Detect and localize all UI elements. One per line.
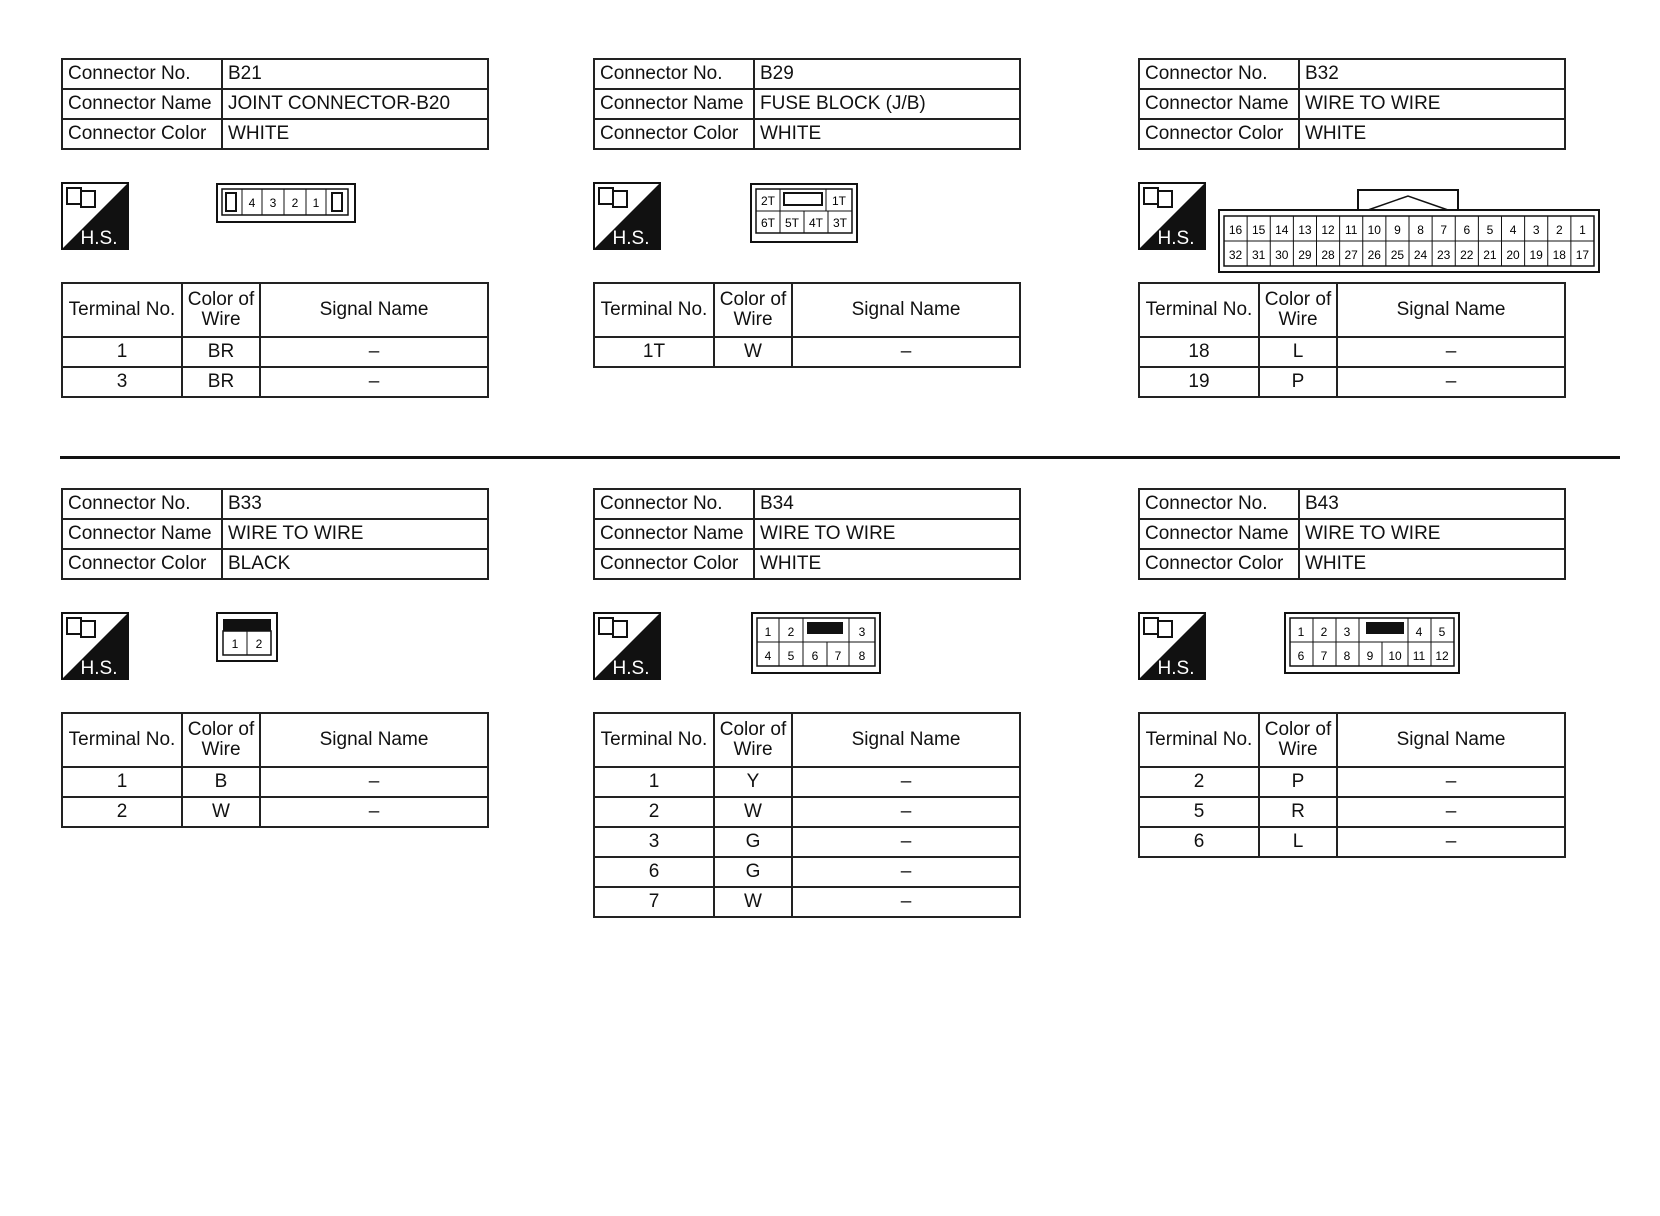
table-row <box>62 767 488 797</box>
terminal-no-header: Terminal No. <box>62 283 182 337</box>
pin-label: 7 <box>834 649 842 663</box>
wire-color-cell: BR <box>182 367 260 397</box>
pin-label: 19 <box>1529 248 1543 262</box>
color-of-label: Color of <box>719 289 787 310</box>
terminal-no-cell: 3 <box>594 827 714 857</box>
wire-color-cell: W <box>714 797 792 827</box>
table-row <box>1139 797 1565 827</box>
wire-label: Wire <box>201 739 241 760</box>
wire-label: Wire <box>733 309 773 330</box>
terminal-no-header: Terminal No. <box>62 713 182 767</box>
wire-color-cell: W <box>714 337 792 367</box>
signal-name-cell: – <box>260 367 488 397</box>
pin-label: 20 <box>1506 248 1520 262</box>
connector-color-label: Connector Color <box>1139 119 1299 149</box>
pin-label: 26 <box>1367 248 1381 262</box>
pin-label: 10 <box>1367 223 1381 237</box>
signal-name-cell: – <box>1337 367 1565 397</box>
connector-info-table <box>593 58 1021 150</box>
terminal-no-cell: 18 <box>1139 337 1259 367</box>
wire-color-cell: L <box>1259 337 1337 367</box>
connector-no-label: Connector No. <box>1139 59 1299 89</box>
terminal-no-cell: 6 <box>1139 827 1259 857</box>
signal-name-cell: – <box>792 767 1020 797</box>
section-divider <box>60 456 1620 459</box>
signal-name-header: Signal Name <box>260 713 488 767</box>
pin-label: 24 <box>1413 248 1428 262</box>
pin-label: 8 <box>858 649 866 663</box>
pin-label: 29 <box>1298 248 1312 262</box>
terminal-no-cell: 1 <box>62 337 182 367</box>
pin-label: 21 <box>1483 248 1497 262</box>
signal-name-header: Signal Name <box>792 283 1020 337</box>
connector-no-value: B21 <box>222 59 488 89</box>
connector-color-label: Connector Color <box>594 549 754 579</box>
terminal-no-cell: 5 <box>1139 797 1259 827</box>
pin-label: 15 <box>1252 223 1266 237</box>
connector-color-value: WHITE <box>222 119 488 149</box>
pin-label: 2 <box>787 625 795 639</box>
signal-name-cell: – <box>1337 827 1565 857</box>
table-row <box>594 337 1020 367</box>
connector-no-value: B43 <box>1299 489 1565 519</box>
connector-name-label: Connector Name <box>62 89 222 119</box>
wire-color-cell: L <box>1259 827 1337 857</box>
terminal-no-header: Terminal No. <box>1139 283 1259 337</box>
pin-label: 11 <box>1344 223 1358 237</box>
pin-label: 1T <box>831 194 847 208</box>
pin-label: 5T <box>784 216 800 230</box>
pin-label: 17 <box>1575 248 1590 262</box>
color-of-wire-header <box>182 283 260 337</box>
connector-info-table <box>593 488 1021 580</box>
table-row <box>1139 827 1565 857</box>
connector-name-label: Connector Name <box>1139 89 1299 119</box>
pin-label: 3 <box>1343 625 1351 639</box>
signal-name-cell: – <box>1337 337 1565 367</box>
connector-face-b33 <box>216 612 278 662</box>
signal-name-header: Signal Name <box>260 283 488 337</box>
pin-label: 2 <box>1555 223 1563 237</box>
terminal-no-cell: 1T <box>594 337 714 367</box>
wire-color-cell: G <box>714 857 792 887</box>
table-row <box>1139 337 1565 367</box>
table-row <box>62 337 488 367</box>
color-of-label: Color of <box>1264 719 1332 740</box>
table-row <box>594 887 1020 917</box>
connector-face-b29 <box>750 183 858 243</box>
color-of-label: Color of <box>187 289 255 310</box>
terminal-table <box>61 282 489 398</box>
terminal-no-cell: 1 <box>594 767 714 797</box>
wire-color-cell: Y <box>714 767 792 797</box>
wire-label: Wire <box>1278 309 1318 330</box>
color-of-label: Color of <box>1264 289 1332 310</box>
signal-name-cell: – <box>1337 797 1565 827</box>
connector-name-label: Connector Name <box>62 519 222 549</box>
color-of-wire-header <box>714 283 792 337</box>
connector-name-label: Connector Name <box>594 519 754 549</box>
hs-label: H.S. <box>80 658 118 679</box>
connector-no-label: Connector No. <box>62 59 222 89</box>
signal-name-cell: – <box>792 827 1020 857</box>
connector-no-label: Connector No. <box>594 59 754 89</box>
pin-label: 12 <box>1321 223 1335 237</box>
connector-no-value: B33 <box>222 489 488 519</box>
harness-side-icon <box>61 182 129 250</box>
pin-label: 28 <box>1321 248 1335 262</box>
pin-label: 6 <box>811 649 819 663</box>
pin-label: 9 <box>1366 649 1374 663</box>
signal-name-cell: – <box>260 797 488 827</box>
pin-label: 25 <box>1390 248 1405 262</box>
pin-label: 7 <box>1320 649 1328 663</box>
terminal-no-cell: 2 <box>62 797 182 827</box>
connector-face-b43 <box>1284 612 1460 674</box>
connector-info-table <box>1138 488 1566 580</box>
pin-label: 2 <box>291 196 299 210</box>
connector-name-value: JOINT CONNECTOR-B20 <box>222 89 488 119</box>
pin-label: 1 <box>231 637 239 651</box>
connector-face-b21 <box>216 183 356 223</box>
hs-label: H.S. <box>80 228 118 249</box>
signal-name-cell: – <box>792 337 1020 367</box>
signal-name-header: Signal Name <box>1337 283 1565 337</box>
hs-label: H.S. <box>612 658 650 679</box>
terminal-no-cell: 7 <box>594 887 714 917</box>
pin-label: 3 <box>269 196 277 210</box>
pin-label: 7 <box>1440 223 1448 237</box>
wire-color-cell: G <box>714 827 792 857</box>
signal-name-header: Signal Name <box>792 713 1020 767</box>
connector-name-label: Connector Name <box>594 89 754 119</box>
table-row <box>594 827 1020 857</box>
terminal-table <box>61 712 489 828</box>
wire-color-cell: P <box>1259 367 1337 397</box>
connector-no-label: Connector No. <box>1139 489 1299 519</box>
pin-label: 12 <box>1435 649 1449 663</box>
color-of-wire-header <box>1259 713 1337 767</box>
signal-name-cell: – <box>260 337 488 367</box>
pin-label: 31 <box>1252 248 1266 262</box>
connector-color-label: Connector Color <box>1139 549 1299 579</box>
pin-label: 1 <box>312 196 320 210</box>
connector-name-value: WIRE TO WIRE <box>754 519 1020 549</box>
pin-label: 4 <box>764 649 772 663</box>
pin-label: 11 <box>1412 649 1426 663</box>
color-of-wire-header <box>1259 283 1337 337</box>
hs-label: H.S. <box>1157 658 1195 679</box>
connector-color-label: Connector Color <box>62 119 222 149</box>
pin-label: 6 <box>1297 649 1305 663</box>
pin-label: 1 <box>1297 625 1305 639</box>
pin-label: 6 <box>1463 223 1471 237</box>
harness-side-icon <box>593 182 661 250</box>
connector-name-value: WIRE TO WIRE <box>1299 89 1565 119</box>
table-row <box>1139 367 1565 397</box>
connector-name-label: Connector Name <box>1139 519 1299 549</box>
pin-label: 2 <box>1320 625 1328 639</box>
wire-color-cell: R <box>1259 797 1337 827</box>
connector-name-value: WIRE TO WIRE <box>222 519 488 549</box>
signal-name-cell: – <box>792 797 1020 827</box>
pin-label: 2 <box>255 637 263 651</box>
table-row <box>594 857 1020 887</box>
connector-name-value: WIRE TO WIRE <box>1299 519 1565 549</box>
pin-label: 10 <box>1388 649 1402 663</box>
harness-side-icon <box>1138 612 1206 680</box>
connector-color-value: WHITE <box>754 119 1020 149</box>
color-of-wire-header <box>182 713 260 767</box>
connector-no-value: B32 <box>1299 59 1565 89</box>
table-row <box>62 367 488 397</box>
pin-label: 3T <box>832 216 848 230</box>
pin-label: 5 <box>1486 223 1494 237</box>
terminal-no-cell: 2 <box>1139 767 1259 797</box>
pin-label: 32 <box>1228 248 1243 262</box>
color-of-label: Color of <box>719 719 787 740</box>
table-row <box>1139 767 1565 797</box>
connector-color-value: BLACK <box>222 549 488 579</box>
connector-face-b32 <box>1218 186 1600 274</box>
pin-label: 27 <box>1344 248 1358 262</box>
pin-label: 16 <box>1228 223 1243 237</box>
terminal-no-cell: 3 <box>62 367 182 397</box>
pin-label: 8 <box>1417 223 1424 237</box>
pin-label: 5 <box>1438 625 1446 639</box>
terminal-table <box>593 282 1021 368</box>
pin-label: 4 <box>1415 625 1423 639</box>
connector-color-value: WHITE <box>754 549 1020 579</box>
pin-label: 9 <box>1394 223 1401 237</box>
pin-label: 6T <box>760 216 776 230</box>
pin-label: 18 <box>1552 248 1566 262</box>
terminal-table <box>1138 712 1566 858</box>
connector-info-table <box>1138 58 1566 150</box>
wire-color-cell: BR <box>182 337 260 367</box>
connector-no-value: B34 <box>754 489 1020 519</box>
pin-label: 5 <box>787 649 795 663</box>
pin-label: 2T <box>760 194 776 208</box>
signal-name-cell: – <box>792 857 1020 887</box>
pin-label: 3 <box>1532 223 1540 237</box>
connector-no-label: Connector No. <box>62 489 222 519</box>
connector-no-label: Connector No. <box>594 489 754 519</box>
harness-side-icon <box>593 612 661 680</box>
connector-info-table <box>61 58 489 150</box>
color-of-label: Color of <box>187 719 255 740</box>
terminal-no-cell: 2 <box>594 797 714 827</box>
terminal-no-cell: 6 <box>594 857 714 887</box>
connector-face-b34 <box>751 612 881 674</box>
table-row <box>594 767 1020 797</box>
pin-label: 4 <box>1509 223 1517 237</box>
table-row <box>62 797 488 827</box>
terminal-no-cell: 1 <box>62 767 182 797</box>
wire-color-cell: W <box>182 797 260 827</box>
connector-color-label: Connector Color <box>62 549 222 579</box>
pin-label: 13 <box>1298 223 1312 237</box>
terminal-no-header: Terminal No. <box>594 713 714 767</box>
pin-label: 23 <box>1437 248 1451 262</box>
terminal-table <box>1138 282 1566 398</box>
hs-label: H.S. <box>1157 228 1195 249</box>
wire-color-cell: P <box>1259 767 1337 797</box>
pin-label: 4 <box>248 196 256 210</box>
terminal-no-header: Terminal No. <box>1139 713 1259 767</box>
hs-label: H.S. <box>612 228 650 249</box>
pin-label: 4T <box>808 216 824 230</box>
wire-label: Wire <box>201 309 241 330</box>
connector-color-label: Connector Color <box>594 119 754 149</box>
terminal-no-cell: 19 <box>1139 367 1259 397</box>
connector-name-value: FUSE BLOCK (J/B) <box>754 89 1020 119</box>
signal-name-cell: – <box>260 767 488 797</box>
connector-info-table <box>61 488 489 580</box>
connector-color-value: WHITE <box>1299 549 1565 579</box>
pin-label: 1 <box>1579 223 1586 237</box>
signal-name-cell: – <box>1337 767 1565 797</box>
wire-label: Wire <box>733 739 773 760</box>
signal-name-cell: – <box>792 887 1020 917</box>
pin-label: 8 <box>1343 649 1351 663</box>
terminal-table <box>593 712 1021 918</box>
pin-label: 3 <box>858 625 866 639</box>
signal-name-header: Signal Name <box>1337 713 1565 767</box>
table-row <box>594 797 1020 827</box>
terminal-no-header: Terminal No. <box>594 283 714 337</box>
wire-label: Wire <box>1278 739 1318 760</box>
connector-color-value: WHITE <box>1299 119 1565 149</box>
harness-side-icon <box>1138 182 1206 250</box>
pin-label: 1 <box>764 625 772 639</box>
pin-label: 14 <box>1275 223 1289 237</box>
color-of-wire-header <box>714 713 792 767</box>
harness-side-icon <box>61 612 129 680</box>
pin-label: 30 <box>1275 248 1289 262</box>
wire-color-cell: W <box>714 887 792 917</box>
pin-label: 22 <box>1460 248 1474 262</box>
connector-no-value: B29 <box>754 59 1020 89</box>
wire-color-cell: B <box>182 767 260 797</box>
